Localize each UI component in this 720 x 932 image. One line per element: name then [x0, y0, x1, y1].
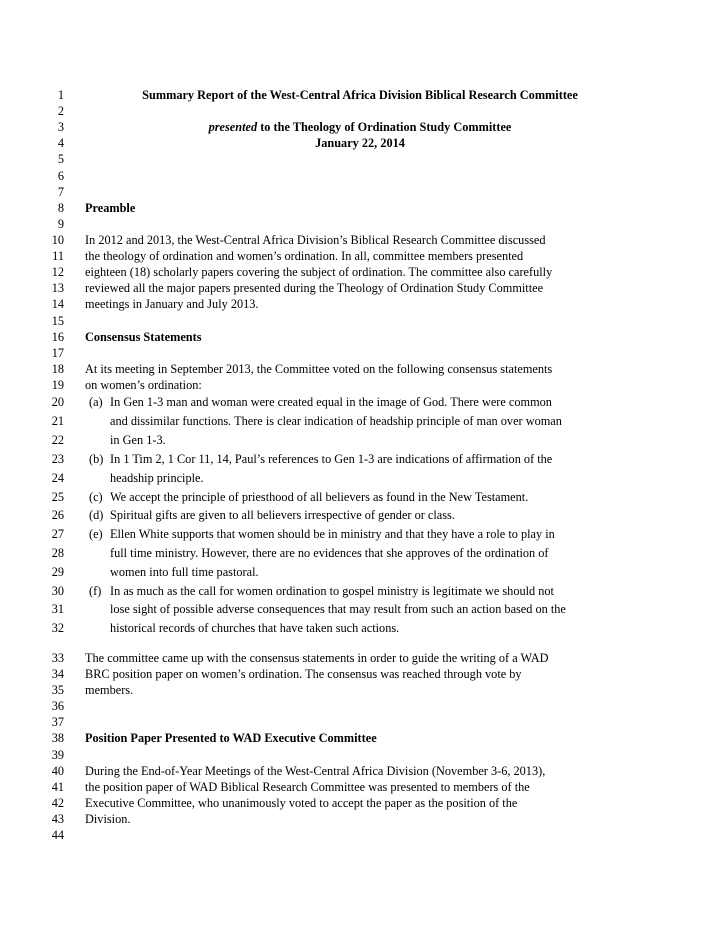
line-number: 24: [51, 471, 64, 485]
item-label: (d): [89, 508, 104, 522]
line-number: 38: [51, 731, 64, 745]
line-number: 26: [51, 508, 64, 522]
line-number: 34: [51, 667, 64, 681]
line-number: 9: [57, 217, 64, 231]
line-number: 17: [51, 346, 64, 360]
line-number: 6: [57, 169, 64, 183]
item-label: (e): [89, 527, 103, 541]
line-number: 35: [51, 683, 64, 697]
line-number: 10: [51, 233, 64, 247]
line-number: 8: [57, 201, 64, 215]
item-label: (f): [89, 584, 102, 598]
line-number: 5: [57, 152, 64, 166]
line-number: 42: [51, 796, 64, 810]
item-label: (c): [89, 490, 103, 504]
line-number: 21: [51, 414, 64, 428]
line-number: 32: [51, 621, 64, 635]
line-number: 31: [51, 602, 64, 616]
report-title: Summary Report of the West-Central Africa Division Biblical Research Committee: [142, 88, 578, 102]
line-number: 11: [52, 249, 64, 263]
line-number: 41: [51, 780, 64, 794]
line-number: 40: [51, 764, 64, 778]
line-number: 18: [51, 362, 64, 376]
line-number: 44: [51, 828, 64, 842]
line-number: 22: [51, 433, 64, 447]
line-number: 28: [51, 546, 64, 560]
line-number: 19: [51, 378, 64, 392]
line-number: 7: [57, 185, 64, 199]
line-number: 25: [51, 490, 64, 504]
presented-italic: presented: [208, 120, 258, 134]
line-number: 20: [51, 395, 64, 409]
position-heading: Position Paper Presented to WAD Executive Committee: [85, 731, 377, 745]
line-number: 36: [51, 699, 64, 713]
line-number: 43: [51, 812, 64, 826]
line-number: 16: [51, 330, 64, 344]
line-number: 13: [51, 281, 64, 295]
consensus-heading: Consensus Statements: [85, 330, 202, 344]
line-number: 33: [51, 651, 64, 665]
line-number: 37: [51, 715, 64, 729]
line-number: 14: [51, 297, 64, 311]
line-number: 27: [51, 527, 64, 541]
line-number: 39: [51, 748, 64, 762]
line-number: 3: [57, 120, 64, 134]
line-number: 23: [51, 452, 64, 466]
line-number: 2: [57, 104, 64, 118]
presented-rest: to the Theology of Ordination Study Committee: [257, 120, 512, 134]
line-number: 15: [51, 314, 64, 328]
line-number: 12: [51, 265, 64, 279]
item-label: (a): [89, 395, 103, 409]
line-number: 30: [51, 584, 64, 598]
line-number: 29: [51, 565, 64, 579]
line-number: 1: [57, 88, 64, 102]
report-date: January 22, 2014: [315, 136, 405, 150]
item-label: (b): [89, 452, 104, 466]
line-number: 4: [57, 136, 64, 150]
preamble-heading: Preamble: [85, 201, 136, 215]
document-page: 1 2 3 4 5 6 7 8 9 10 11 12 13 14 15 16 17 18 19 20 21 22 23 24 25 26 27 28 29 30 31 32 33 34 35 36 37 38 39 40 41 42 43 44 Summary Report of the West-Central Africa Division Biblical Research Committee presented to the Theology of Ordination Study Committee January 22, 2014 Preamble In 2012 and 2013, the West-Central Africa Division’s Biblical Research Committee discussed the theology of ordination and women’s ordination. In all, committee members presented eighteen (18) scholarly papers covering the subject of ordination. The committee also carefully reviewed all the major papers presented during the Theology of Ordination Study Committee meetings in January and July 2013. Consensus Statements At its meeting in September 2013, the Committee voted on the following consensus statements on women’s ordination: (a) In Gen 1-3 man and woman were created equal in the image of God. There were common and dissimilar functions. There is clear indication of headship principle of man over woman in Gen 1-3. (b) In 1 Tim 2, 1 Cor 11, 14, Paul’s references to Gen 1-3 are indications of affirmation of the headship principle. (c) We accept the principle of priesthood of all believers as found in the New Testament. (d) Spiritual gifts are given to all believers irrespective of gender or class. (e) Ellen White supports that women should be in ministry and that they have a role to play in full time ministry. However, there are no evidences that she approves of the ordination of women into full time pastoral. (f) In as much as the call for women ordination to gospel ministry is legitimate we should not lose sight of possible adverse consequences that may result from such an action based on the historical records of churches that have taken such actions. The committee came up with the consensus statements in order to guide the writing of a WAD BRC position paper on women’s ordination. The consensus was reached through vote by members. Position Paper Presented to WAD Executive Committee During the End-of-Year Meetings of the West-Central Africa Division (November 3-6, 2013), the position paper of WAD Biblical Research Committee was presented to members of the Executive Committee, who unanimously voted to accept the paper as the position of the Division.: [0, 0, 720, 932]
